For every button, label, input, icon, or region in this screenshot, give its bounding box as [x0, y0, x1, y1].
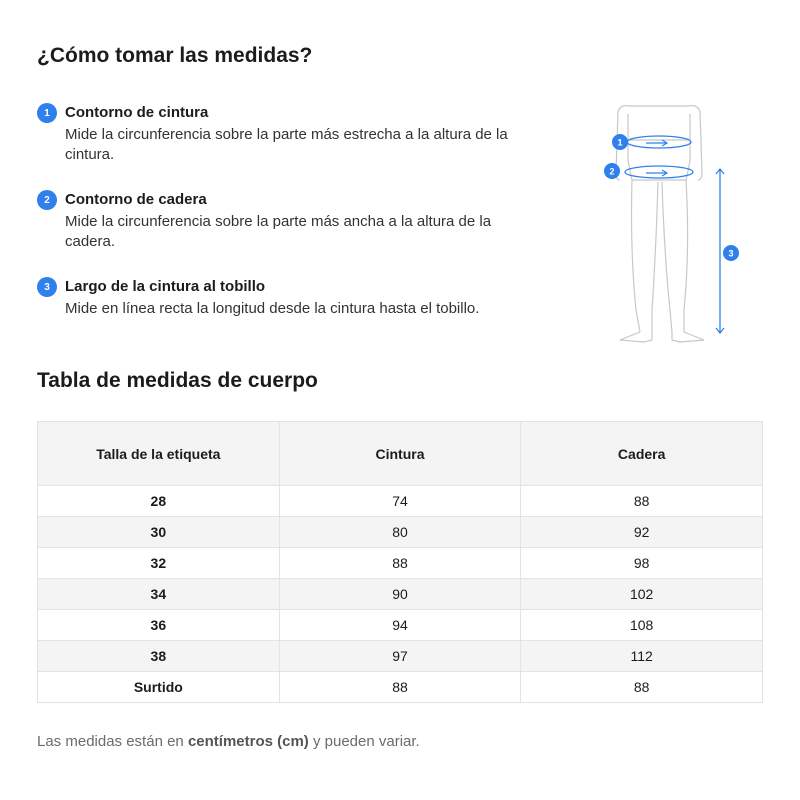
table-row	[38, 672, 763, 703]
step-title: Largo de la cintura al tobillo	[65, 278, 266, 295]
hip-cell: 88	[521, 672, 763, 703]
measure-guide-title: ¿Cómo tomar las medidas?	[37, 44, 313, 67]
size-cell: 38	[38, 641, 280, 672]
step-hip	[37, 188, 557, 275]
table-row	[38, 517, 763, 548]
column-header-size: Talla de la etiqueta	[38, 422, 280, 486]
hip-cell: 88	[521, 486, 763, 517]
step-inseam	[37, 275, 557, 362]
inseam-measure-line	[716, 169, 724, 333]
waist-measure-line	[627, 136, 691, 148]
hip-measure-line	[625, 166, 693, 178]
size-cell: 28	[38, 486, 280, 517]
waist-cell: 74	[279, 486, 521, 517]
size-cell: Surtido	[38, 672, 280, 703]
size-cell: 32	[38, 548, 280, 579]
hip-cell: 112	[521, 641, 763, 672]
table-row	[38, 486, 763, 517]
size-cell: 30	[38, 517, 280, 548]
marker-2	[604, 163, 620, 179]
hip-cell: 98	[521, 548, 763, 579]
hip-cell: 102	[521, 579, 763, 610]
step-number-badge: 3	[37, 277, 57, 297]
waist-cell: 90	[279, 579, 521, 610]
column-header-hip: Cadera	[521, 422, 763, 486]
marker-label: 3	[728, 248, 734, 259]
footnote-text-end: y pueden variar.	[308, 733, 420, 750]
step-title: Contorno de cadera	[65, 191, 207, 208]
size-table	[37, 421, 763, 703]
size-cell: 34	[38, 579, 280, 610]
marker-3	[723, 245, 739, 261]
body-measurement-figure	[600, 100, 750, 350]
table-row	[38, 548, 763, 579]
step-title: Contorno de cintura	[65, 104, 209, 121]
size-cell: 36	[38, 610, 280, 641]
waist-cell: 94	[279, 610, 521, 641]
step-number-badge: 2	[37, 190, 57, 210]
table-row	[38, 579, 763, 610]
waist-cell: 88	[279, 672, 521, 703]
footnote-text: Las medidas están en	[37, 733, 188, 750]
measure-steps	[37, 101, 557, 362]
table-row	[38, 641, 763, 672]
hip-cell: 108	[521, 610, 763, 641]
column-header-waist: Cintura	[279, 422, 521, 486]
table-row	[38, 610, 763, 641]
step-waist	[37, 101, 557, 188]
units-footnote	[37, 733, 420, 750]
table-header-row	[38, 422, 763, 486]
hip-cell: 92	[521, 517, 763, 548]
step-description: Mide en línea recta la longitud desde la cintura hasta el tobillo.	[65, 300, 480, 317]
step-description: Mide la circunferencia sobre la parte más estrecha a la altura de la cintura.	[65, 126, 508, 163]
marker-1	[612, 134, 628, 150]
waist-cell: 97	[279, 641, 521, 672]
marker-label: 1	[617, 137, 623, 148]
waist-cell: 80	[279, 517, 521, 548]
waist-cell: 88	[279, 548, 521, 579]
footnote-units: centímetros (cm)	[187, 733, 309, 750]
marker-label: 2	[609, 166, 615, 177]
step-number-badge: 1	[37, 103, 57, 123]
size-table-title: Tabla de medidas de cuerpo	[37, 369, 318, 392]
step-description: Mide la circunferencia sobre la parte más ancha a la altura de la cadera.	[65, 213, 492, 250]
